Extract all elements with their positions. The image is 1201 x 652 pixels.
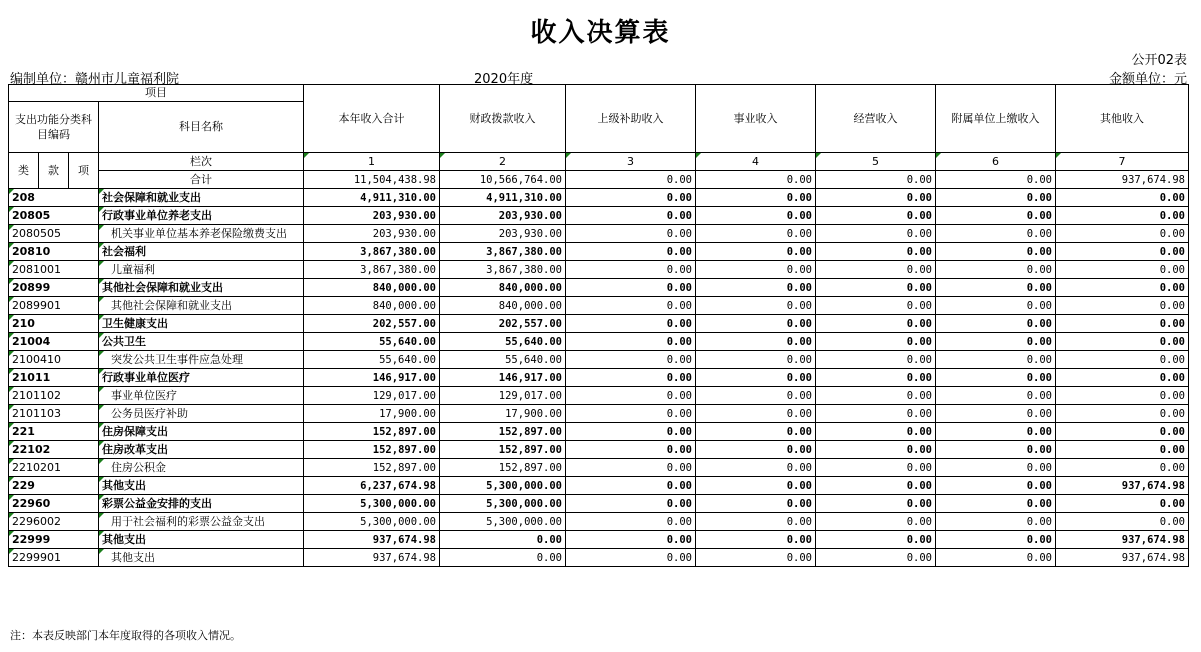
row-code: 22999 [9, 531, 99, 549]
row-value: 0.00 [1056, 423, 1189, 441]
row-value: 146,917.00 [440, 369, 566, 387]
item-header: 项目 [9, 85, 304, 102]
row-name: 机关事业单位基本养老保险缴费支出 [99, 225, 304, 243]
row-name: 其他社会保障和就业支出 [99, 297, 304, 315]
row-value: 0.00 [936, 189, 1056, 207]
row-value: 0.00 [1056, 495, 1189, 513]
row-value: 0.00 [696, 261, 816, 279]
row-value: 0.00 [816, 405, 936, 423]
row-value: 5,300,000.00 [304, 513, 440, 531]
row-name: 彩票公益金安排的支出 [99, 495, 304, 513]
row-value: 0.00 [816, 225, 936, 243]
row-value: 0.00 [566, 387, 696, 405]
row-name: 其他支出 [99, 549, 304, 567]
row-value: 0.00 [936, 279, 1056, 297]
table-row [9, 423, 1189, 441]
total-row [9, 171, 1189, 189]
row-code: 221 [9, 423, 99, 441]
row-value: 152,897.00 [304, 441, 440, 459]
row-value: 0.00 [566, 351, 696, 369]
row-value: 0.00 [566, 207, 696, 225]
row-value: 202,557.00 [304, 315, 440, 333]
col-number: 3 [566, 153, 696, 171]
row-value: 4,911,310.00 [304, 189, 440, 207]
page-title: 收入决算表 [530, 18, 671, 48]
row-value: 203,930.00 [440, 207, 566, 225]
row-value: 6,237,674.98 [304, 477, 440, 495]
lanci-header: 栏次 [99, 153, 304, 171]
row-value: 152,897.00 [304, 423, 440, 441]
table-row [9, 243, 1189, 261]
total-cell: 937,674.98 [1056, 171, 1189, 189]
row-code: 21011 [9, 369, 99, 387]
row-value: 152,897.00 [304, 459, 440, 477]
total-cell: 0.00 [566, 171, 696, 189]
fiscal-year: 2020年度 [474, 72, 534, 87]
table-row [9, 549, 1189, 567]
col-number: 6 [936, 153, 1056, 171]
row-code: 2296002 [9, 513, 99, 531]
row-name: 社会保障和就业支出 [99, 189, 304, 207]
table-row [9, 477, 1189, 495]
row-value: 0.00 [696, 279, 816, 297]
table-row [9, 315, 1189, 333]
row-value: 0.00 [936, 531, 1056, 549]
row-value: 0.00 [816, 351, 936, 369]
row-value: 152,897.00 [440, 441, 566, 459]
row-value: 0.00 [1056, 297, 1189, 315]
row-value: 0.00 [936, 261, 1056, 279]
row-value: 0.00 [566, 279, 696, 297]
row-code: 22102 [9, 441, 99, 459]
row-value: 0.00 [1056, 387, 1189, 405]
table-row [9, 207, 1189, 225]
row-code: 2089901 [9, 297, 99, 315]
row-value: 0.00 [696, 351, 816, 369]
amount-unit: 金额单位：元 [1108, 72, 1187, 87]
row-value: 0.00 [696, 297, 816, 315]
row-name: 其他社会保障和就业支出 [99, 279, 304, 297]
row-name: 其他支出 [99, 477, 304, 495]
row-value: 0.00 [1056, 351, 1189, 369]
row-value: 0.00 [566, 369, 696, 387]
row-value: 0.00 [696, 513, 816, 531]
row-value: 0.00 [566, 495, 696, 513]
header-row-4 [9, 153, 1189, 171]
row-value: 202,557.00 [440, 315, 566, 333]
func-code-header: 支出功能分类科目编码 [9, 102, 99, 153]
row-value: 0.00 [566, 441, 696, 459]
row-value: 0.00 [696, 333, 816, 351]
row-value: 0.00 [696, 189, 816, 207]
row-value: 0.00 [936, 423, 1056, 441]
row-value: 0.00 [696, 495, 816, 513]
row-value: 0.00 [936, 333, 1056, 351]
row-value: 0.00 [696, 441, 816, 459]
row-value: 0.00 [566, 549, 696, 567]
row-name: 行政事业单位医疗 [99, 369, 304, 387]
col-number: 5 [816, 153, 936, 171]
row-value: 0.00 [936, 495, 1056, 513]
row-value: 0.00 [440, 549, 566, 567]
row-value: 0.00 [816, 279, 936, 297]
kuan-header: 款 [39, 153, 69, 189]
row-value: 0.00 [936, 243, 1056, 261]
row-value: 0.00 [566, 261, 696, 279]
row-value: 0.00 [1056, 207, 1189, 225]
table-row [9, 351, 1189, 369]
compiling-unit: 编制单位：赣州市儿童福利院 [10, 72, 180, 87]
row-value: 0.00 [816, 459, 936, 477]
row-value: 203,930.00 [304, 207, 440, 225]
row-name: 行政事业单位养老支出 [99, 207, 304, 225]
row-value: 0.00 [1056, 279, 1189, 297]
row-value: 5,300,000.00 [304, 495, 440, 513]
row-value: 0.00 [696, 369, 816, 387]
row-value: 0.00 [566, 513, 696, 531]
row-name: 住房公积金 [99, 459, 304, 477]
table-row [9, 531, 1189, 549]
row-value: 0.00 [566, 405, 696, 423]
row-value: 0.00 [566, 333, 696, 351]
row-name: 公务员医疗补助 [99, 405, 304, 423]
table-row [9, 189, 1189, 207]
row-value: 0.00 [936, 477, 1056, 495]
col-header-2: 财政拨款收入 [440, 85, 566, 153]
row-value: 5,300,000.00 [440, 495, 566, 513]
row-name: 其他支出 [99, 531, 304, 549]
table-row [9, 333, 1189, 351]
row-value: 0.00 [936, 441, 1056, 459]
row-name: 社会福利 [99, 243, 304, 261]
subject-name-header: 科目名称 [99, 102, 304, 153]
total-cell: 10,566,764.00 [440, 171, 566, 189]
row-value: 840,000.00 [304, 297, 440, 315]
row-value: 0.00 [696, 225, 816, 243]
row-value: 0.00 [816, 387, 936, 405]
row-value: 0.00 [816, 315, 936, 333]
row-value: 0.00 [1056, 189, 1189, 207]
total-label: 合计 [99, 171, 304, 189]
row-value: 0.00 [816, 243, 936, 261]
row-value: 0.00 [696, 243, 816, 261]
row-code: 20805 [9, 207, 99, 225]
table-row [9, 297, 1189, 315]
row-value: 0.00 [1056, 369, 1189, 387]
row-code: 22960 [9, 495, 99, 513]
row-value: 17,900.00 [304, 405, 440, 423]
table-row [9, 261, 1189, 279]
row-code: 2080505 [9, 225, 99, 243]
row-value: 5,300,000.00 [440, 477, 566, 495]
row-value: 0.00 [816, 189, 936, 207]
row-code: 2101102 [9, 387, 99, 405]
row-value: 3,867,380.00 [440, 261, 566, 279]
row-value: 0.00 [816, 207, 936, 225]
row-value: 0.00 [936, 297, 1056, 315]
row-value: 0.00 [566, 423, 696, 441]
total-cell: 0.00 [696, 171, 816, 189]
row-code: 229 [9, 477, 99, 495]
row-value: 55,640.00 [304, 351, 440, 369]
row-value: 0.00 [566, 189, 696, 207]
row-value: 0.00 [566, 243, 696, 261]
table-row [9, 495, 1189, 513]
row-value: 0.00 [816, 549, 936, 567]
row-value: 0.00 [816, 297, 936, 315]
row-value: 0.00 [696, 405, 816, 423]
row-value: 0.00 [936, 315, 1056, 333]
row-value: 0.00 [696, 549, 816, 567]
row-code: 2299901 [9, 549, 99, 567]
row-value: 0.00 [816, 495, 936, 513]
row-value: 3,867,380.00 [304, 261, 440, 279]
row-value: 840,000.00 [440, 297, 566, 315]
row-value: 840,000.00 [440, 279, 566, 297]
row-value: 0.00 [566, 531, 696, 549]
row-value: 5,300,000.00 [440, 513, 566, 531]
col-header-7: 其他收入 [1056, 85, 1189, 153]
total-cell: 0.00 [816, 171, 936, 189]
row-value: 0.00 [936, 387, 1056, 405]
row-value: 0.00 [816, 513, 936, 531]
row-code: 2081001 [9, 261, 99, 279]
row-value: 0.00 [566, 297, 696, 315]
row-value: 0.00 [696, 387, 816, 405]
row-value: 0.00 [1056, 225, 1189, 243]
col-header-1: 本年收入合计 [304, 85, 440, 153]
row-value: 0.00 [1056, 315, 1189, 333]
row-name: 突发公共卫生事件应急处理 [99, 351, 304, 369]
row-value: 0.00 [936, 405, 1056, 423]
header-row-1 [9, 85, 1189, 102]
row-value: 152,897.00 [440, 459, 566, 477]
row-value: 937,674.98 [1056, 549, 1189, 567]
row-name: 事业单位医疗 [99, 387, 304, 405]
xiang-header: 项 [69, 153, 99, 189]
table-row [9, 441, 1189, 459]
row-value: 0.00 [566, 459, 696, 477]
table-row [9, 459, 1189, 477]
row-code: 20810 [9, 243, 99, 261]
row-value: 203,930.00 [440, 225, 566, 243]
footnote: 注：本表反映部门本年度取得的各项收入情况。 [10, 629, 241, 642]
row-value: 0.00 [1056, 243, 1189, 261]
row-value: 129,017.00 [304, 387, 440, 405]
row-code: 21004 [9, 333, 99, 351]
table-row [9, 279, 1189, 297]
row-code: 2210201 [9, 459, 99, 477]
row-code: 20899 [9, 279, 99, 297]
col-header-4: 事业收入 [696, 85, 816, 153]
row-value: 0.00 [1056, 261, 1189, 279]
col-number: 2 [440, 153, 566, 171]
row-value: 0.00 [816, 441, 936, 459]
row-value: 0.00 [936, 513, 1056, 531]
table-row [9, 513, 1189, 531]
row-name: 儿童福利 [99, 261, 304, 279]
row-value: 0.00 [696, 207, 816, 225]
row-value: 0.00 [566, 477, 696, 495]
row-value: 152,897.00 [440, 423, 566, 441]
row-value: 0.00 [696, 315, 816, 333]
row-value: 3,867,380.00 [304, 243, 440, 261]
row-value: 0.00 [440, 531, 566, 549]
row-value: 0.00 [696, 531, 816, 549]
row-value: 0.00 [936, 207, 1056, 225]
row-value: 146,917.00 [304, 369, 440, 387]
row-value: 0.00 [566, 315, 696, 333]
row-value: 937,674.98 [1056, 531, 1189, 549]
row-value: 203,930.00 [304, 225, 440, 243]
row-value: 0.00 [936, 369, 1056, 387]
col-header-5: 经营收入 [816, 85, 936, 153]
row-value: 0.00 [816, 477, 936, 495]
row-name: 公共卫生 [99, 333, 304, 351]
col-number: 1 [304, 153, 440, 171]
row-value: 0.00 [816, 261, 936, 279]
lei-header: 类 [9, 153, 39, 189]
table-row [9, 387, 1189, 405]
row-value: 0.00 [816, 531, 936, 549]
row-value: 0.00 [936, 351, 1056, 369]
row-value: 0.00 [1056, 333, 1189, 351]
row-value: 129,017.00 [440, 387, 566, 405]
row-value: 4,911,310.00 [440, 189, 566, 207]
table-row [9, 405, 1189, 423]
form-code: 公开02表 [1131, 53, 1187, 68]
row-value: 0.00 [936, 225, 1056, 243]
row-name: 卫生健康支出 [99, 315, 304, 333]
row-value: 937,674.98 [304, 531, 440, 549]
row-value: 937,674.98 [304, 549, 440, 567]
row-value: 937,674.98 [1056, 477, 1189, 495]
row-code: 2100410 [9, 351, 99, 369]
row-name: 住房保障支出 [99, 423, 304, 441]
row-value: 3,867,380.00 [440, 243, 566, 261]
row-value: 55,640.00 [304, 333, 440, 351]
income-table [8, 84, 1189, 567]
row-value: 0.00 [816, 423, 936, 441]
row-value: 0.00 [816, 369, 936, 387]
row-value: 55,640.00 [440, 333, 566, 351]
total-cell: 0.00 [936, 171, 1056, 189]
row-value: 0.00 [566, 225, 696, 243]
row-code: 208 [9, 189, 99, 207]
row-name: 用于社会福利的彩票公益金支出 [99, 513, 304, 531]
row-value: 0.00 [696, 423, 816, 441]
table-row [9, 225, 1189, 243]
table-row [9, 369, 1189, 387]
row-value: 0.00 [1056, 405, 1189, 423]
row-value: 0.00 [696, 459, 816, 477]
col-header-6: 附属单位上缴收入 [936, 85, 1056, 153]
row-value: 55,640.00 [440, 351, 566, 369]
row-value: 0.00 [936, 549, 1056, 567]
row-value: 0.00 [936, 459, 1056, 477]
row-value: 0.00 [696, 477, 816, 495]
col-header-3: 上级补助收入 [566, 85, 696, 153]
col-number: 4 [696, 153, 816, 171]
row-value: 0.00 [1056, 459, 1189, 477]
row-value: 17,900.00 [440, 405, 566, 423]
row-code: 210 [9, 315, 99, 333]
row-value: 0.00 [816, 333, 936, 351]
total-cell: 11,504,438.98 [304, 171, 440, 189]
row-value: 0.00 [1056, 441, 1189, 459]
row-value: 0.00 [1056, 513, 1189, 531]
col-number: 7 [1056, 153, 1189, 171]
row-name: 住房改革支出 [99, 441, 304, 459]
row-value: 840,000.00 [304, 279, 440, 297]
row-code: 2101103 [9, 405, 99, 423]
